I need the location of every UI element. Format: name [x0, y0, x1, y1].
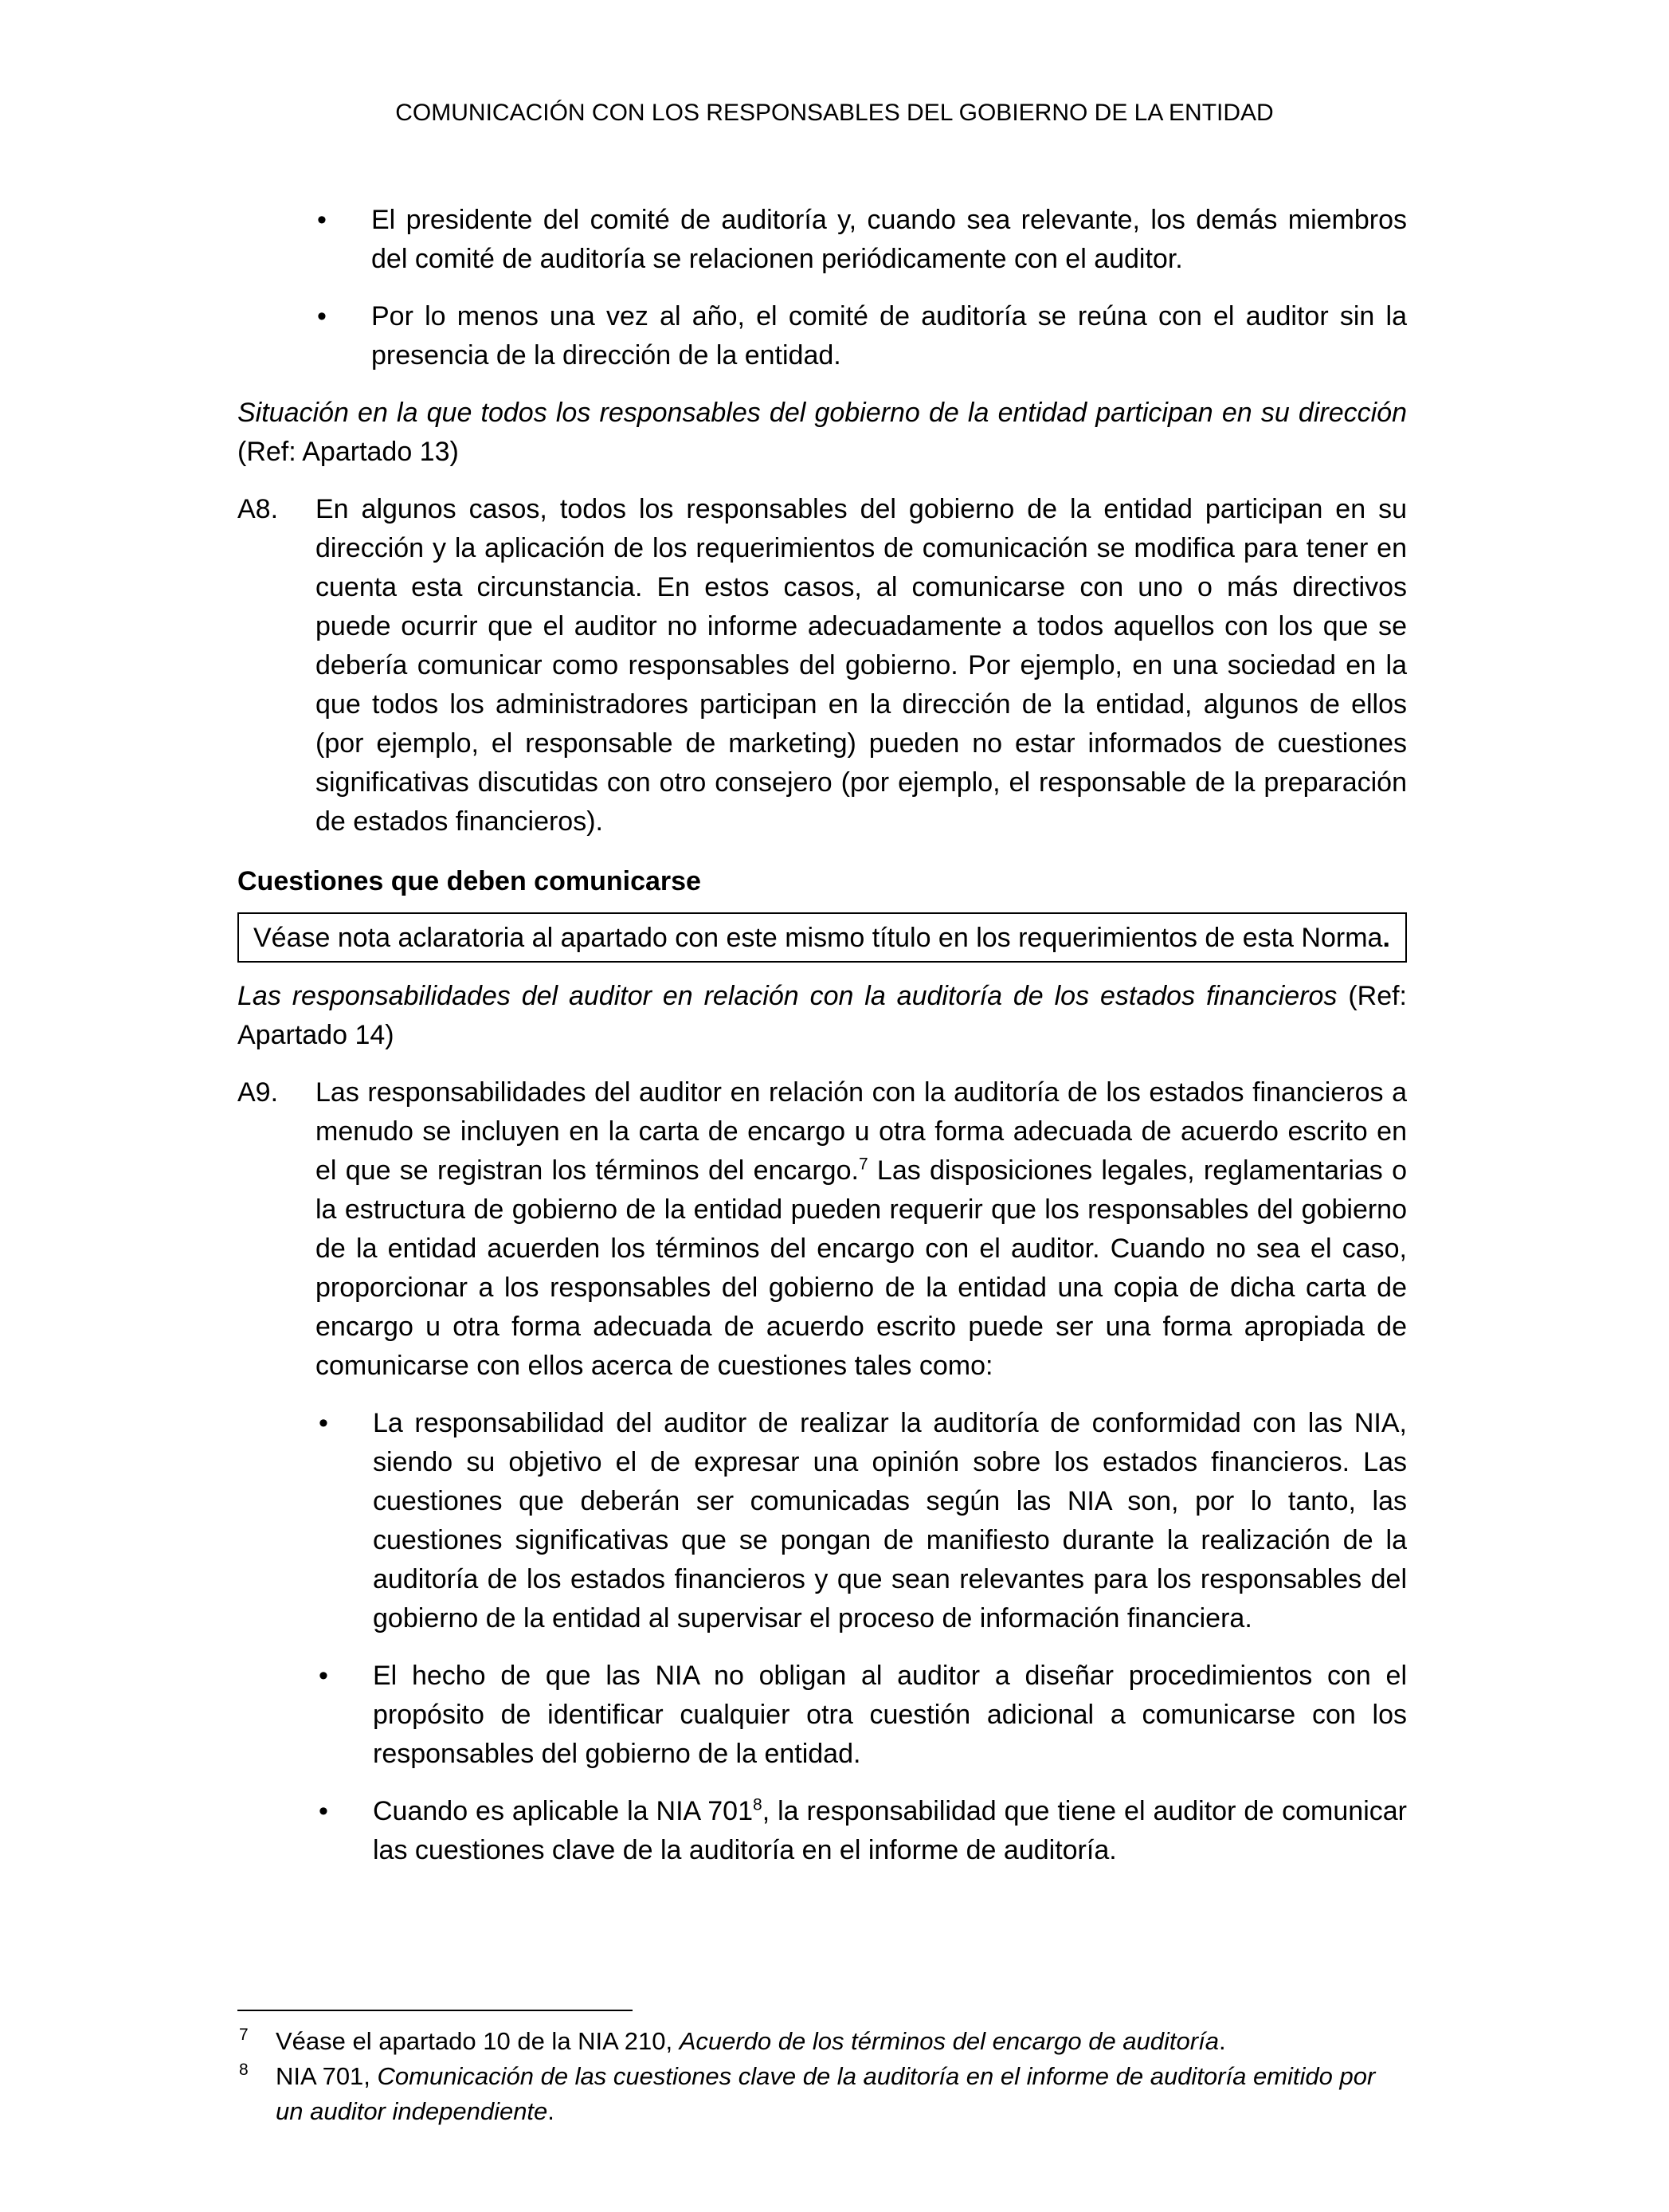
- list-item: [237, 1404, 1407, 1638]
- list-item: [237, 1792, 1407, 1870]
- bullet-marker: •: [317, 205, 327, 235]
- footnote-8: [237, 2059, 1407, 2129]
- paragraph-number: A9.: [237, 1077, 279, 1108]
- paragraph-text-continued: Las disposiciones legales, reglamentarias o la estructura de gobierno de la entidad pueden requerir que los responsables del gobierno de la entidad acuerden los términos del encargo con el auditor. Cuando no sea el caso, proporcionar a los responsables del gobierno de la entidad una copia de dicha carta de encargo u otra forma adecuada de acuerdo escrito puede ser una forma apropiada de comunicarse con ellos acerca de cuestiones tales como:: [315, 1155, 1407, 1381]
- bullet-text: El hecho de que las NIA no obligan al auditor a diseñar procedimientos con el propósito de identificar cualquier otra cuestión adicional a comunicarse con los responsables del gobierno de la entidad.: [373, 1661, 1407, 1769]
- footnote-text: NIA 701,: [276, 2062, 378, 2090]
- paragraph-a8: [237, 490, 1407, 841]
- paragraph-a9: [237, 1073, 1407, 1386]
- footnote-title: Comunicación de las cuestiones clave de la auditoría en el informe de auditoría emitido por un auditor independiente: [276, 2062, 1376, 2125]
- bullet-marker: •: [317, 301, 327, 331]
- list-item: [237, 297, 1407, 375]
- footnote-text: Véase el apartado 10 de la NIA 210,: [276, 2027, 680, 2055]
- subheading-italic-text: Las responsabilidades del auditor en relación con la auditoría de los estados financieros: [237, 981, 1338, 1011]
- note-box: [237, 912, 1407, 963]
- bullet-text: Cuando es aplicable la NIA 701: [373, 1796, 754, 1826]
- note-text: Véase nota aclaratoria al apartado con este mismo título en los requerimientos de esta Norma: [253, 923, 1383, 953]
- subheading-situation: [237, 394, 1407, 472]
- footnote-number: 7: [239, 2026, 249, 2044]
- footnote-tail: .: [1218, 2027, 1226, 2055]
- footnote-7: [237, 2024, 1407, 2059]
- bullet-text: La responsabilidad del auditor de realizar la auditoría de conformidad con las NIA, siendo su objetivo el de expresar una opinión sobre los estados financieros. Las cuestiones que deberán ser comunicadas según las NIA son, por lo tanto, las cuestiones significativas que se pongan de manifiesto durante la realización de la auditoría de los estados financieros y que sean relevantes para los responsables del gobierno de la entidad al supervisar el proceso de información financiera.: [373, 1408, 1407, 1634]
- section-title: Cuestiones que deben comunicarse: [237, 866, 701, 896]
- list-item: [237, 201, 1407, 279]
- running-header: COMUNICACIÓN CON LOS RESPONSABLES DEL GOBIERNO DE LA ENTIDAD: [395, 100, 1274, 126]
- footnote-separator: [237, 2010, 633, 2011]
- a9-bullet-list: [237, 1404, 1407, 1870]
- footnote-title: Acuerdo de los términos del encargo de auditoría: [679, 2027, 1219, 2055]
- bullet-marker: •: [319, 1661, 328, 1691]
- bullet-marker: •: [319, 1796, 328, 1826]
- bullet-marker: •: [319, 1408, 328, 1438]
- subheading-ref: (Ref: Apartado 13): [237, 437, 459, 467]
- page-body: [237, 201, 1407, 1888]
- intro-bullet-list: [237, 201, 1407, 375]
- footnote-ref-7[interactable]: 7: [858, 1155, 868, 1174]
- list-item: [237, 1657, 1407, 1774]
- footnote-tail: .: [547, 2097, 554, 2125]
- footnote-ref-8[interactable]: 8: [753, 1795, 762, 1814]
- paragraph-number: A8.: [237, 494, 279, 524]
- footnotes: [237, 2024, 1407, 2129]
- paragraph-text: Las responsabilidades del auditor en relación con la auditoría de los estados financieros a menudo se incluyen en la carta de encargo u otra forma adecuada de acuerdo escrito en el que se registran los términos del encargo.: [315, 1077, 1407, 1186]
- bullet-text: El presidente del comité de auditoría y, cuando sea relevante, los demás miembros del comité de auditoría se relacionen periódicamente con el auditor.: [371, 205, 1407, 274]
- subheading-ref: (Ref: Apartado 14): [237, 981, 1407, 1050]
- footnote-number: 8: [239, 2061, 249, 2079]
- subheading-italic-text: Situación en la que todos los responsables del gobierno de la entidad participan en su dirección: [237, 398, 1407, 428]
- bullet-text: Por lo menos una vez al año, el comité de auditoría se reúna con el auditor sin la presencia de la dirección de la entidad.: [371, 301, 1407, 371]
- bullet-text-continued: , la responsabilidad que tiene el auditor de comunicar las cuestiones clave de la auditoría en el informe de auditoría.: [373, 1796, 1407, 1865]
- note-period: .: [1382, 923, 1390, 953]
- paragraph-text: En algunos casos, todos los responsables del gobierno de la entidad participan en su dirección y la aplicación de los requerimientos de comunicación se modifica para tener en cuenta esta circunstancia. En estos casos, al comunicarse con uno o más directivos puede ocurrir que el auditor no informe adecuadamente a todos aquellos con los que se debería comunicar como responsables del gobierno. Por ejemplo, en una sociedad en la que todos los administradores participan en la dirección de la entidad, algunos de ellos (por ejemplo, el responsable de marketing) pueden no estar informados de cuestiones significativas discutidas con otro consejero (por ejemplo, el responsable de la preparación de estados financieros).: [315, 494, 1407, 837]
- subheading-responsibilities: [237, 977, 1407, 1055]
